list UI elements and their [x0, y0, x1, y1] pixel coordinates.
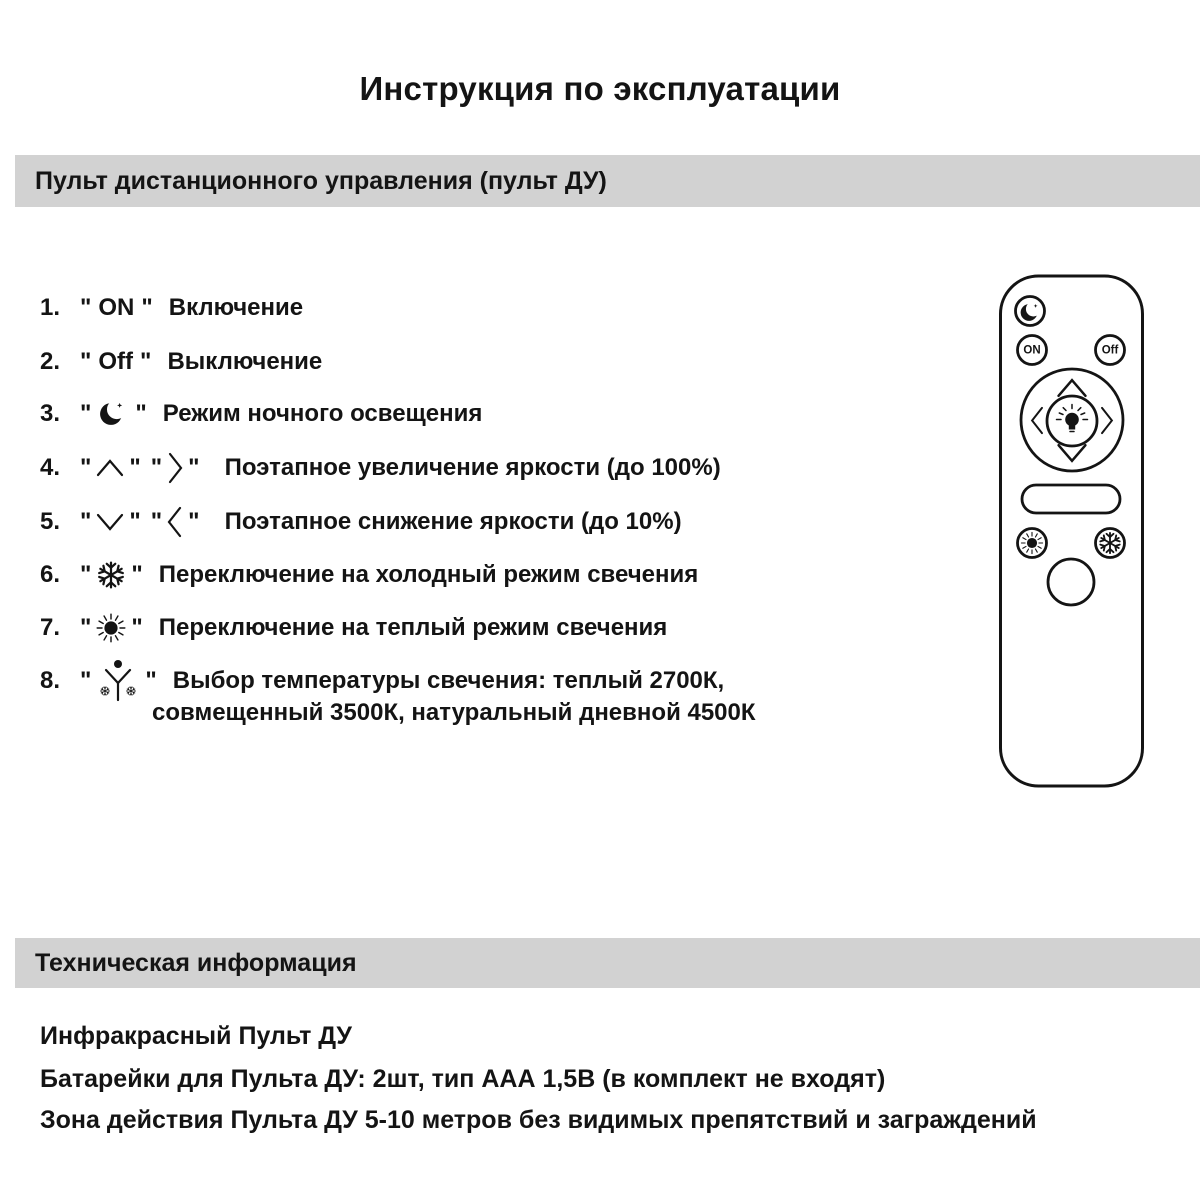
quote-mark: "	[80, 348, 92, 375]
instruction-item-3	[40, 392, 482, 436]
section-header-remote	[15, 155, 1200, 207]
item-number: 1.	[40, 294, 61, 321]
remote-night-mode-button	[1016, 297, 1045, 326]
item-number: 6.	[40, 561, 61, 588]
quote-mark: "	[80, 508, 92, 535]
item-description: Переключение на холодный режим свечения	[158, 561, 699, 588]
chevron-right-icon	[167, 451, 183, 485]
remote-cold-mode-button	[1096, 529, 1125, 558]
quote-mark: "	[80, 561, 92, 588]
chevron-up-icon	[96, 459, 124, 477]
item-description: Выключение	[167, 348, 323, 375]
remote-on-button	[1018, 336, 1047, 365]
remote-bottom-button	[1048, 559, 1094, 605]
quote-mark: "	[80, 614, 92, 641]
instruction-item-8	[40, 659, 724, 703]
quote-mark: "	[150, 508, 163, 535]
remote-off-button	[1096, 336, 1125, 365]
item-description: Выбор температуры свечения: теплый 2700К,	[172, 667, 725, 694]
instruction-item-1	[40, 286, 303, 330]
off-button-label: Off	[98, 348, 134, 375]
item-number: 8.	[40, 667, 61, 694]
moon-night-mode-icon	[96, 398, 130, 430]
item-number: 2.	[40, 348, 61, 375]
quote-mark: "	[135, 400, 147, 427]
quote-mark: "	[188, 508, 200, 535]
item-description: Режим ночного освещения	[162, 400, 483, 427]
quote-mark: "	[129, 454, 141, 481]
section-header-tech-label: Техническая информация	[35, 948, 357, 977]
instruction-item-6	[40, 553, 698, 597]
quote-mark: "	[141, 294, 153, 321]
tech-info-line: Батарейки для Пульта ДУ: 2шт, тип ААА 1,5В (в комплект не входят)	[40, 1065, 886, 1093]
snowflake-cold-mode-icon	[96, 560, 126, 590]
instruction-item-2	[40, 340, 322, 384]
remote-pill-button	[1022, 485, 1120, 513]
item-description: Переключение на теплый режим свечения	[158, 614, 668, 641]
section-header-tech	[15, 938, 1200, 988]
quote-mark: "	[80, 294, 92, 321]
quote-mark: "	[80, 400, 92, 427]
tech-info-line: Зона действия Пульта ДУ 5-10 метров без видимых препятствий и заграждений	[40, 1106, 1037, 1134]
section-header-remote-label: Пульт дистанционного управления (пульт ДУ)	[35, 166, 607, 195]
remote-off-label: Off	[1101, 344, 1119, 357]
quote-mark: "	[140, 348, 152, 375]
item-number: 3.	[40, 400, 61, 427]
on-button-label: ON	[98, 294, 135, 321]
page-title: Инструкция по эксплуатации	[359, 70, 841, 107]
chevron-down-icon	[96, 513, 124, 531]
chevron-left-icon	[167, 505, 183, 539]
temperature-select-icon	[96, 657, 140, 705]
sun-warm-mode-icon	[96, 613, 126, 643]
item-number: 7.	[40, 614, 61, 641]
quote-mark: "	[150, 454, 163, 481]
item-description-line2: совмещенный 3500К, натуральный дневной 4500К	[152, 699, 756, 726]
remote-brightness-ring	[1021, 369, 1123, 471]
quote-mark: "	[131, 614, 143, 641]
instruction-item-7	[40, 606, 667, 650]
quote-mark: "	[129, 508, 141, 535]
quote-mark: "	[131, 561, 143, 588]
tech-info-line: Инфракрасный Пульт ДУ	[40, 1022, 352, 1050]
quote-mark: "	[145, 667, 157, 694]
remote-on-label: ON	[1023, 344, 1041, 357]
quote-mark: "	[80, 667, 92, 694]
remote-control-drawing	[985, 268, 1155, 798]
item-description: Поэтапное снижение яркости (до 10%)	[224, 508, 682, 535]
item-number: 5.	[40, 508, 61, 535]
quote-mark: "	[80, 454, 92, 481]
remote-warm-mode-button	[1018, 529, 1047, 558]
instruction-item-4	[40, 446, 721, 490]
item-description: Поэтапное увеличение яркости (до 100%)	[224, 454, 721, 481]
quote-mark: "	[188, 454, 200, 481]
item-number: 4.	[40, 454, 61, 481]
instruction-item-5	[40, 500, 682, 544]
item-description: Включение	[168, 294, 304, 321]
